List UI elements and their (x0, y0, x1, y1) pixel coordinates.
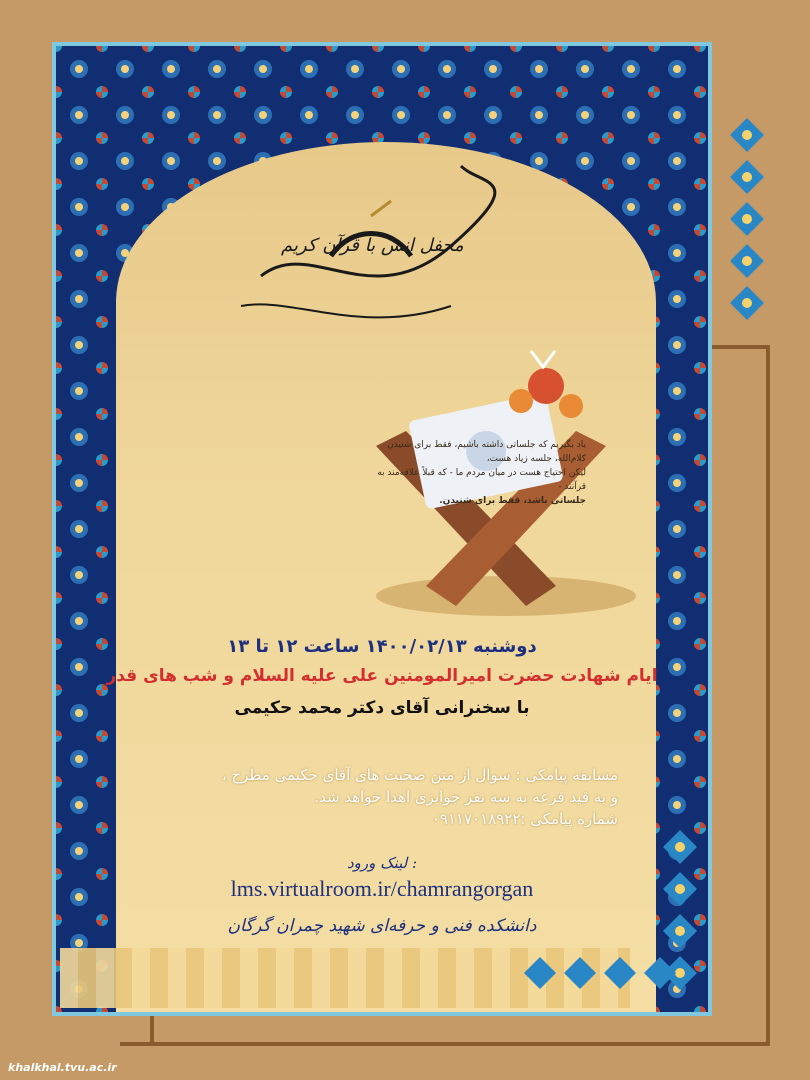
poster-inner (56, 46, 708, 1012)
contest-line: مسابقه پیامکی : سوال از متن صحبت های آقای حکیمی مطرح ، (221, 766, 618, 784)
event-date: دوشنبه ۱۴۰۰/۰۲/۱۳ ساعت ۱۲ تا ۱۳ (227, 636, 537, 657)
quote-line: یاد بگیریم که جلساتی داشته باشیم، فقط برای شنیدن کلام‌الله، جلسه زیاد هست، (387, 440, 586, 464)
contest-block (158, 764, 618, 830)
contest-line: شماره پیامکی :۰۹۱۱۷۰۱۸۹۲۲ (431, 810, 618, 828)
frame-line-bottom (120, 1042, 770, 1046)
side-pattern-top-right (722, 118, 772, 328)
poster (52, 42, 712, 1016)
link-url[interactable]: lms.virtualroom.ir/chamrangorgan (230, 876, 534, 901)
event-speaker: با سخنرانی آقای دکتر محمد حکیمی (234, 698, 530, 718)
contest-line: و به قید قرعه به سه نفر جوایزی اهدا خواهد شد. (314, 788, 618, 806)
watermark: khalkhal.tvu.ac.ir (8, 1061, 117, 1074)
calligraphy-logo (221, 156, 501, 346)
calligraphy-text: محفل انس با قرآن کریم (281, 235, 464, 256)
university-name: دانشکده فنی و حرفه‌ای شهید چمران گرگان (227, 916, 537, 936)
quote-line: لیکن احتیاج هست در میان مردم ما - که قبلاً علاقه‌مند به قرآنند - (377, 468, 586, 492)
link-label: لینک ورود : (346, 854, 418, 872)
quote-line: جلساتی باشد، فقط برای شنیدن. (439, 496, 586, 506)
event-occasion: ایام شهادت حضرت امیرالمومنین علی علیه السلام و شب های قدر (106, 666, 658, 686)
quote-block (356, 438, 586, 508)
frame-line-right (766, 345, 770, 1045)
bottom-pattern (520, 955, 700, 995)
